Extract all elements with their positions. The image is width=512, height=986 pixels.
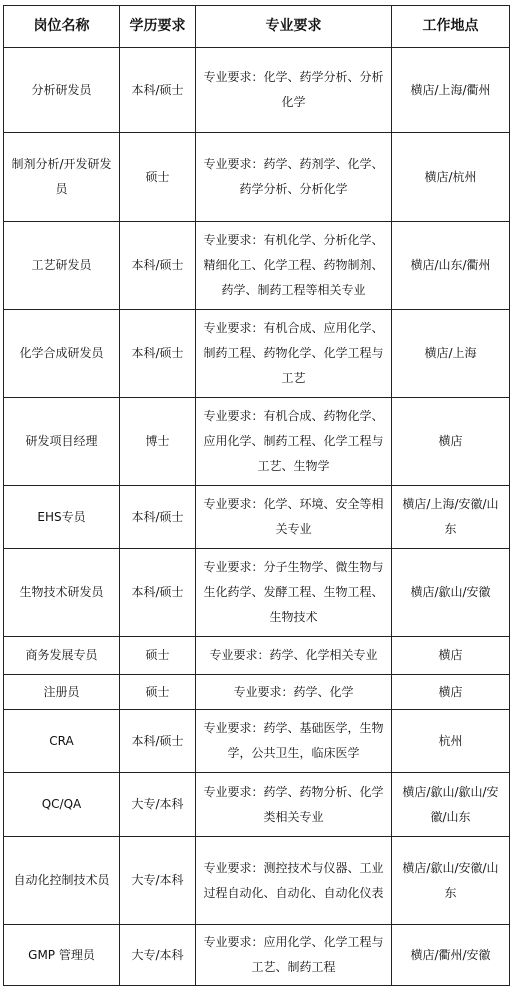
table-row [4, 222, 510, 310]
cell-location: 横店 [392, 637, 510, 675]
cell-position: 分析研发员 [4, 48, 120, 133]
table-row [4, 925, 510, 986]
cell-major: 专业要求：药学、化学 [196, 675, 392, 710]
table-row [4, 486, 510, 549]
cell-major: 专业要求：应用化学、化学工程与工艺、制药工程 [196, 925, 392, 986]
cell-position: CRA [4, 710, 120, 773]
cell-education: 硕士 [120, 133, 196, 222]
cell-location: 横店/歙山/安徽/山东 [392, 837, 510, 925]
cell-position: 研发项目经理 [4, 398, 120, 486]
cell-education: 本科/硕士 [120, 486, 196, 549]
cell-location: 横店 [392, 675, 510, 710]
cell-education: 硕士 [120, 675, 196, 710]
cell-education: 本科/硕士 [120, 549, 196, 637]
table-row [4, 398, 510, 486]
cell-education: 本科/硕士 [120, 710, 196, 773]
cell-education: 本科/硕士 [120, 222, 196, 310]
cell-education: 硕士 [120, 637, 196, 675]
cell-major: 专业要求：药学、药剂学、化学、药学分析、分析化学 [196, 133, 392, 222]
cell-location: 横店/歙山/安徽 [392, 549, 510, 637]
cell-position: 商务发展专员 [4, 637, 120, 675]
cell-location: 横店/山东/衢州 [392, 222, 510, 310]
table-row [4, 773, 510, 837]
cell-major: 专业要求：药学、基础医学，生物学，公共卫生，临床医学 [196, 710, 392, 773]
cell-location: 横店/杭州 [392, 133, 510, 222]
cell-location: 杭州 [392, 710, 510, 773]
header-location: 工作地点 [392, 6, 510, 48]
cell-location: 横店/衢州/安徽 [392, 925, 510, 986]
table-row [4, 549, 510, 637]
cell-position: 注册员 [4, 675, 120, 710]
cell-education: 本科/硕士 [120, 48, 196, 133]
table-row [4, 675, 510, 710]
header-row [4, 6, 510, 48]
cell-location: 横店 [392, 398, 510, 486]
cell-position: 自动化控制技术员 [4, 837, 120, 925]
cell-position: 生物技术研发员 [4, 549, 120, 637]
cell-education: 大专/本科 [120, 837, 196, 925]
cell-education: 本科/硕士 [120, 310, 196, 398]
header-education: 学历要求 [120, 6, 196, 48]
cell-major: 专业要求：化学、药学分析、分析化学 [196, 48, 392, 133]
table-row [4, 637, 510, 675]
cell-education: 大专/本科 [120, 925, 196, 986]
cell-major: 专业要求：药学、药物分析、化学类相关专业 [196, 773, 392, 837]
table-row [4, 310, 510, 398]
cell-major: 专业要求：分子生物学、微生物与生化药学、发酵工程、生物工程、生物技术 [196, 549, 392, 637]
cell-education: 博士 [120, 398, 196, 486]
table-row [4, 710, 510, 773]
table-row [4, 48, 510, 133]
table-row [4, 837, 510, 925]
cell-location: 横店/上海 [392, 310, 510, 398]
cell-position: EHS专员 [4, 486, 120, 549]
table-row [4, 133, 510, 222]
cell-position: 工艺研发员 [4, 222, 120, 310]
header-position: 岗位名称 [4, 6, 120, 48]
cell-education: 大专/本科 [120, 773, 196, 837]
cell-major: 专业要求：有机化学、分析化学、精细化工、化学工程、药物制剂、药学、制药工程等相关专业 [196, 222, 392, 310]
cell-position: QC/QA [4, 773, 120, 837]
cell-position: 化学合成研发员 [4, 310, 120, 398]
cell-major: 专业要求：有机合成、药物化学、应用化学、制药工程、化学工程与工艺、生物学 [196, 398, 392, 486]
cell-major: 专业要求：药学、化学相关专业 [196, 637, 392, 675]
cell-position: GMP 管理员 [4, 925, 120, 986]
cell-major: 专业要求：有机合成、应用化学、制药工程、药物化学、化学工程与工艺 [196, 310, 392, 398]
cell-major: 专业要求：测控技术与仪器、工业过程自动化、自动化、自动化仪表 [196, 837, 392, 925]
cell-major: 专业要求：化学、环境、安全等相关专业 [196, 486, 392, 549]
header-major: 专业要求 [196, 6, 392, 48]
cell-location: 横店/上海/安徽/山东 [392, 486, 510, 549]
cell-location: 横店/上海/衢州 [392, 48, 510, 133]
recruitment-table [3, 5, 510, 986]
cell-position: 制剂分析/开发研发员 [4, 133, 120, 222]
cell-location: 横店/歙山/歙山/安徽/山东 [392, 773, 510, 837]
